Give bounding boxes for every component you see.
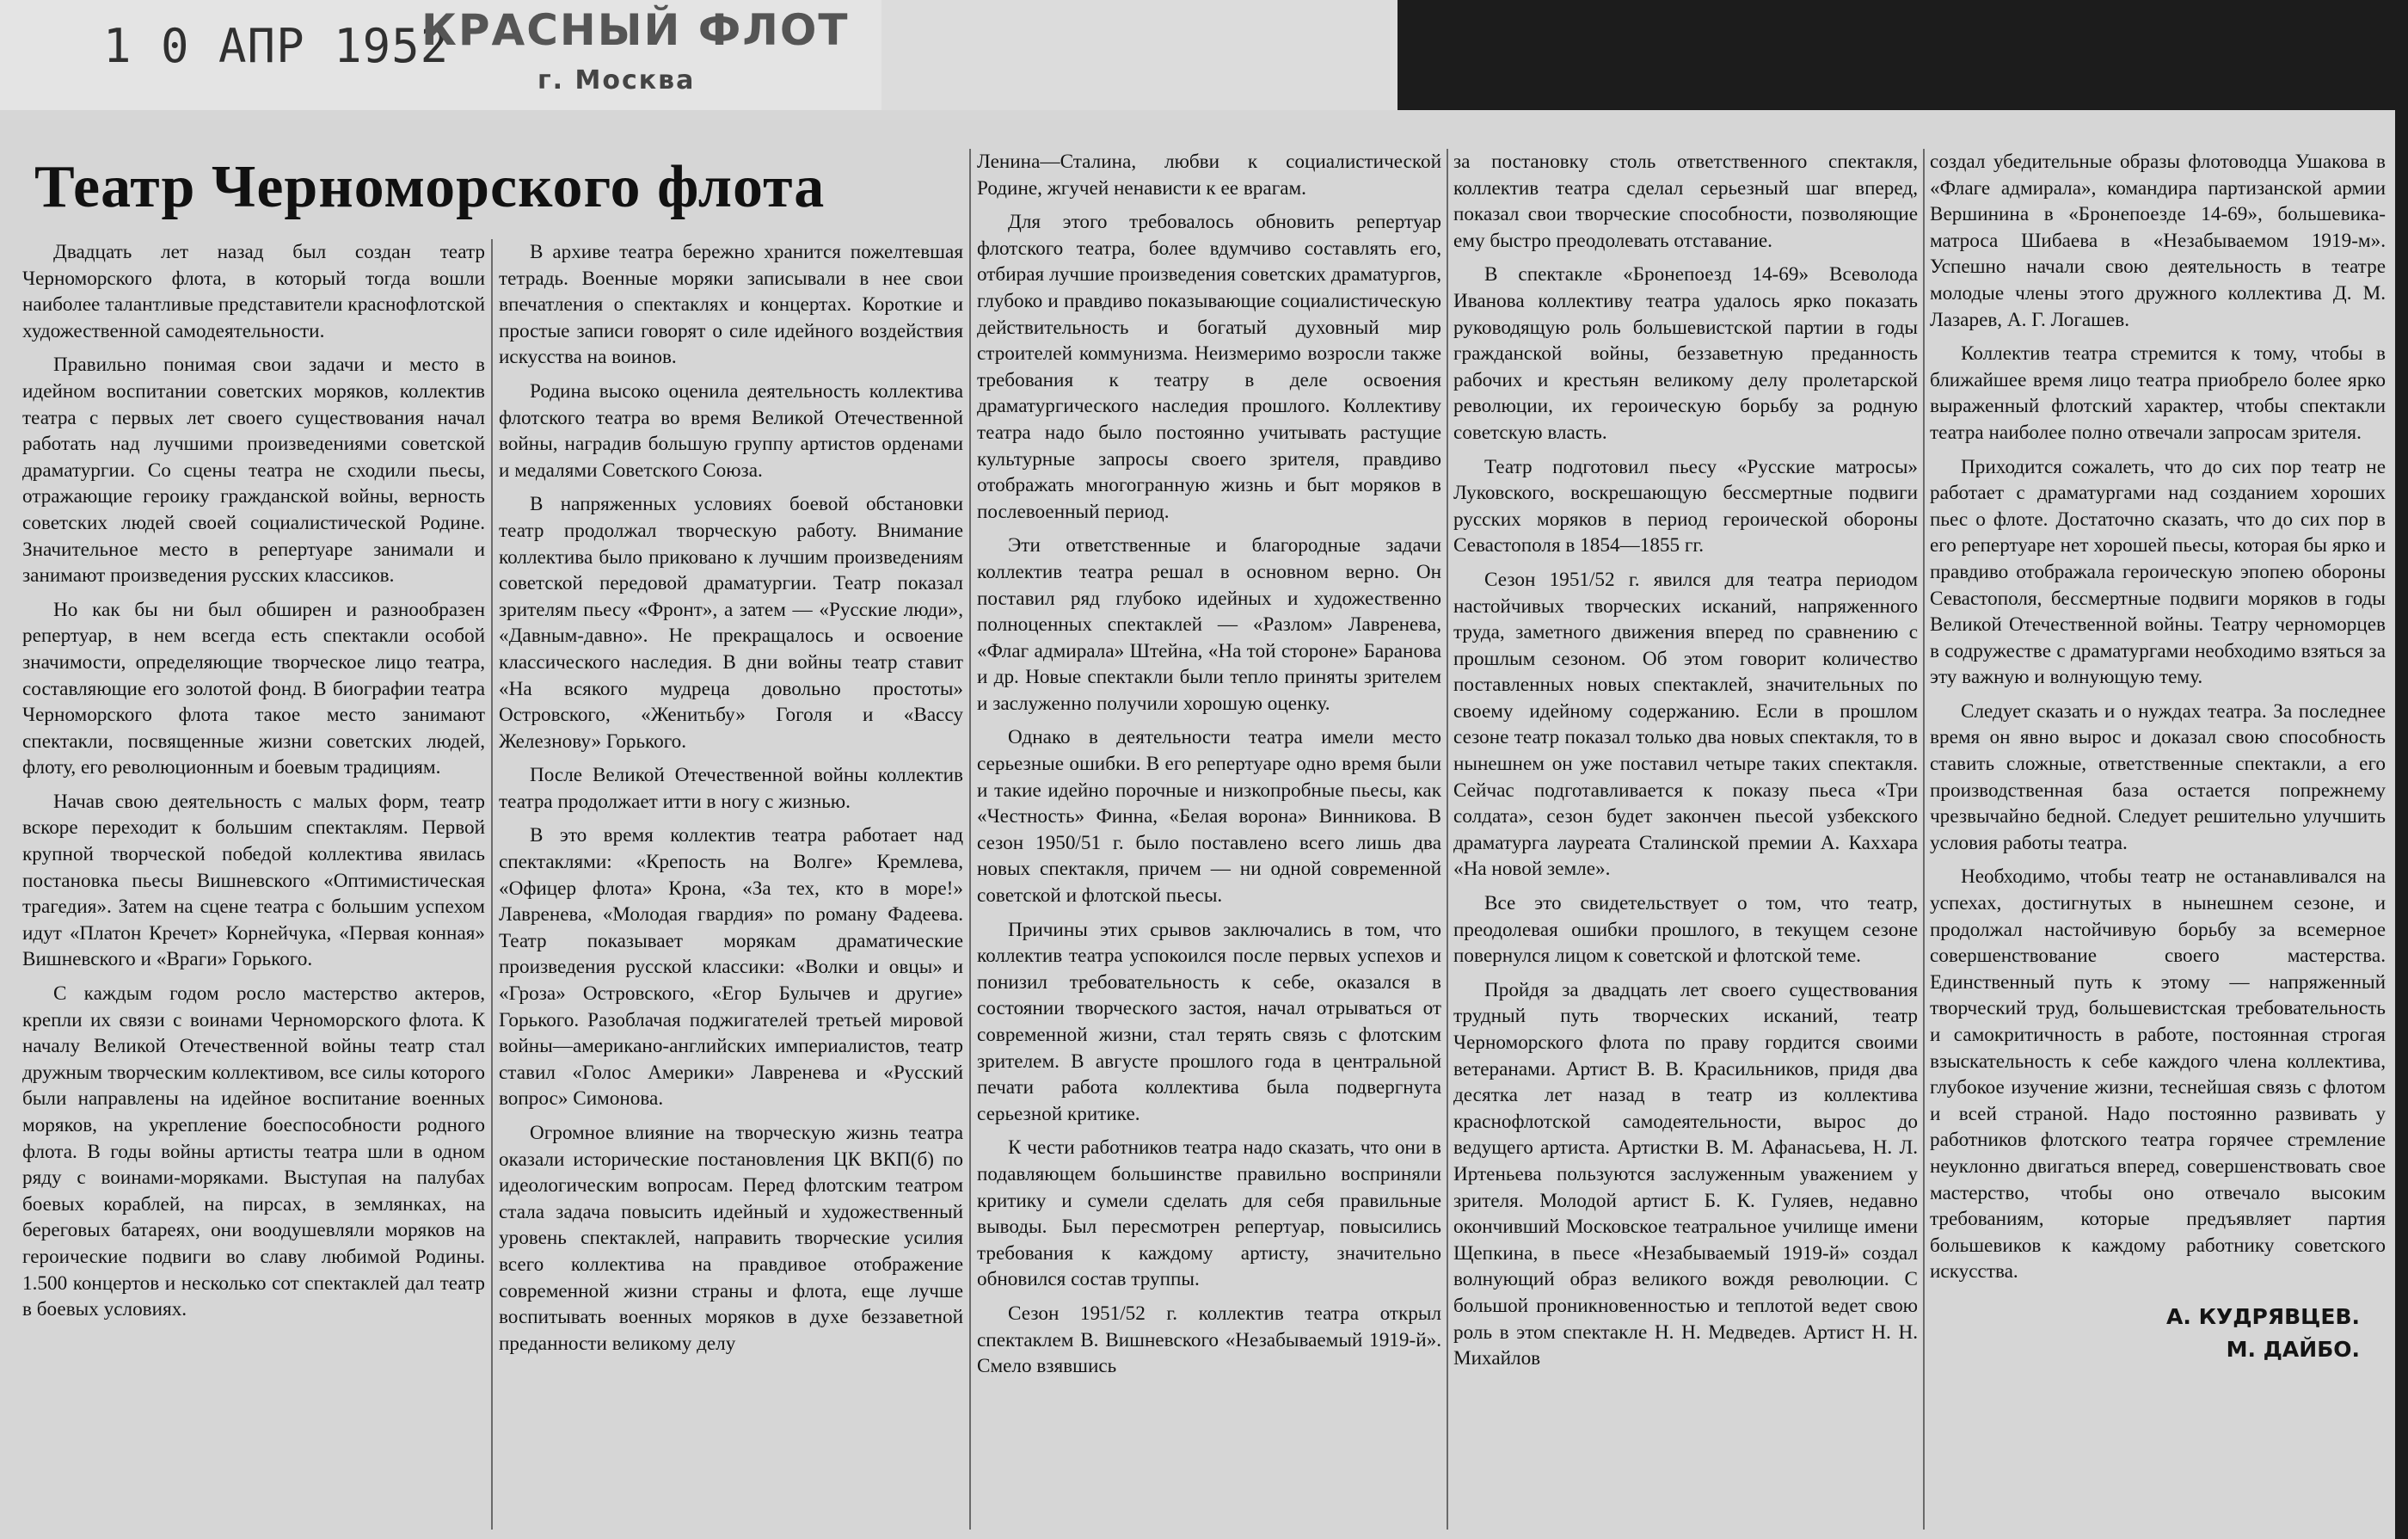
article-paragraph: После Великой Отечественной войны коллектив театра продолжает итти в ногу с жизнью. xyxy=(499,764,963,813)
article-paragraph: Приходится сожалеть, что до сих пор театр не работает с драматургами над созданием хороших пьес о флоте. Достаточно сказать, что до сих пор в его репертуаре нет хорошей пьесы, которая бы ярко и правдиво отображала героическую эпопею обороны Севастополя, бессмертные подвиги моряков в годы Великой Отечественной войны. Театру черноморцев в содружестве с драматургами необходимо взяться за эту важную и волнующую тему. xyxy=(1930,455,2386,689)
article-paragraph: Коллектив театра стремится к тому, чтобы в ближайшее время лицо театра приобрело более ярко выраженный флотский характер, чтобы спектакли театра наиболее полно отвечали запросам зрителя. xyxy=(1930,342,2386,444)
article-paragraph: Правильно понимая свои задачи и место в идейном воспитании советских моряков, коллектив театра с первых лет своего существования начал работать над лучшими произведениями советской драматургии. Со сцены театра не сходили пьесы, отражающие героику гражданской войны, верность советских людей своей социалистической Родине. Значительное место в репертуаре занимали и занимают произведения русских классиков. xyxy=(22,354,485,588)
article-paragraph: создал убедительные образы флотоводца Ушакова в «Флаге адмирала», командира партизанской армии Вершинина в «Бронепоезде 14-69», большевика-матроса Шибаева в «Незабываемом 1919-м». Успешно начали свою деятельность в театре молодые члены этого дружного коллектива Д. М. Лазарев, А. Г. Логашев. xyxy=(1930,151,2386,331)
article-paragraph: Начав свою деятельность с малых форм, театр вскоре переходит к большим спектаклям. Первой крупной творческой победой коллектива явилась постановка пьесы Вишневского «Оптимистическая трагедия». Затем на сцене театра с большим успехом идут «Платон Кречет» Корнейчука, «Первая конная» Вишневского и «Враги» Горького. xyxy=(22,790,485,971)
article-paragraph: Пройдя за двадцать лет своего существования трудный путь творческих исканий, театр Черноморского флота по праву гордится своими ветеранами. Артист В. В. Красильников, придя два десятка лет назад в театр из коллектива краснофлотской самодеятельности, вырос до ведущего артиста. Артистки В. М. Афанасьева, Н. Л. Иртеньева пользуются заслуженным уважением у зрителя. Молодой артист Б. К. Гуляев, недавно окончивший Московское театральное училище имени Щепкина, в пьесе «Незабываемый 1919-й» создал волнующий образ великого вождя революции. С большой проникновенностью и теплотой ведет свою роль в этом спектакле Н. Н. Медведев. Артист Н. Н. Михайлов xyxy=(1453,978,1918,1370)
article-paragraph: С каждым годом росло мастерство актеров, крепли их связи с воинами Черноморского флота. К началу Великой Отечественной войны театр стал дружным творческим коллективом, все силы которого были направлены на идейное воспитание военных моряков, на укрепление боеспособности родного флота. В годы войны артисты театра шли в одном ряду с воинами-моряками. Выступая на палубах боевых кораблей, на пирсах, в землянках, на береговых батареях, они воодушевляли моряков на героические подвиги во славу любимой Родины. 1.500 концертов и несколько сот спектаклей дал театр в боевых условиях. xyxy=(22,982,485,1321)
article-paragraph: Однако в деятельности театра имели место серьезные ошибки. В его репертуаре одно время были и такие идейно порочные и низкопробные пьесы, как «Честность» Финна, «Белая ворона» Винникова. В сезон 1950/51 г. было поставлено всего лишь два новых спектакля, причем — ни одной современной советской и флотской пьесы. xyxy=(977,726,1441,908)
article-paragraph: Необходимо, чтобы театр не останавливался на успехах, достигнутых в нынешнем сезоне, и продолжал настойчивую борьбу за всемерное совершенствование своего мастерства. Единственный путь к этому — напряженный творческий труд, большевистская требовательность и самокритичность в работе, постоянная строгая взыскательность к себе каждого члена коллектива, глубокое изучение жизни, теснейшая связь с флотом и всей страной. Надо постоянно развивать у работников флотского театра горячее стремление неуклонно двигаться вперед, совершенствовать свое мастерство, чтобы оно отвечало высоким требованиям, которые предъявляет партия большевиков к каждому работнику советского искусства. xyxy=(1930,865,2386,1284)
column-divider xyxy=(1923,149,1925,1530)
article-paragraph: Но как бы ни был обширен и разнообразен репертуар, в нем всегда есть спектакли особой значимости, определяющие творческое лицо театра, составляющие его золотой фонд. В биографии театра Черноморского флота такое место занимают спектакли, посвященные жизни советских людей, флоту, его революционным и боевым традициям. xyxy=(22,598,485,779)
author-name: М. ДАЙБО. xyxy=(2226,1336,2360,1362)
article-column-3 xyxy=(977,149,1441,1530)
article-paragraph: Театр подготовил пьесу «Русские матросы» Луковского, воскрешающую бессмертные подвиги русских моряков в период героической обороны Севастополя в 1854—1855 гг. xyxy=(1453,455,1918,557)
author-name: А. КУДРЯВЦЕВ. xyxy=(2166,1303,2360,1329)
article-paragraph: Эти ответственные и благородные задачи коллектив театра решал в основном верно. Он поставил ряд глубоко идейных и художественно полноценных спектаклей — «Разлом» Лавренева, «Флаг адмирала» Штейна, «На той стороне» Баранова и др. Новые спектакли были тепло приняты зрителем и заслуженно получили хорошую оценку. xyxy=(977,534,1441,715)
stamp-newspaper-name: КРАСНЫЙ ФЛОТ xyxy=(421,5,850,55)
article-column-1 xyxy=(22,239,485,1530)
article-authors xyxy=(1930,1301,2386,1366)
article-paragraph: В напряженных условиях боевой обстановки театр продолжал творческую работу. Внимание коллектива было приковано к лучшим произведениям советской передовой драматургии. Театр показал зрителям пьесу «Фронт», а затем — «Русские люди», «Давным-давно». Не прекращалось и освоение классического наследия. В дни войны театр ставит «На всякого мудреца довольно простоты» Островского, «Женитьбу» Гоголя и «Вассу Железнову» Горького. xyxy=(499,493,963,753)
article-column-2 xyxy=(499,239,963,1530)
article-paragraph: Родина высоко оценила деятельность коллектива флотского театра во время Великой Отечественной войны, наградив большую группу артистов орденами и медалями Советского Союза. xyxy=(499,379,963,482)
article-column-4 xyxy=(1453,149,1918,1530)
stamp-city: г. Москва xyxy=(538,65,696,95)
article-paragraph: В спектакле «Бронепоезд 14-69» Всеволода Иванова коллективу театра удалось ярко показать руководящую роль большевистской партии в годы гражданской войны, беззаветную преданность рабочих и крестьян великому делу пролетарской революции, их героическую борьбу за родную советскую власть. xyxy=(1453,263,1918,444)
backing-strip xyxy=(882,0,1398,127)
article-paragraph: Двадцать лет назад был создан театр Черноморского флота, в который тогда вошли наиболее талантливые представители краснофлотской художественной самодеятельности. xyxy=(22,241,485,342)
article-paragraph: Следует сказать и о нуждах театра. За последнее время он явно вырос и доказал свою способность ставить сложные, ответственные спектакли, а его производственная база остается попрежнему чрезвычайно бедной. Следует решительно улучшить условия работы театра. xyxy=(1930,699,2386,854)
newspaper-clipping xyxy=(0,110,2395,1539)
archive-stamp xyxy=(0,0,882,127)
article-paragraph: В это время коллектив театра работает над спектаклями: «Крепость на Волге» Кремлева, «Офицер флота» Крона, «За тех, кто в море!» Лавренева, «Молодая гвардия» по роману Фадеева. Театр показывает морякам драматические произведения русской классики: «Волки и овцы» и «Гроза» Островского, «Егор Булычев и другие» Горького. Разоблачая поджигателей третьей мировой войны—американо-английских империалистов, театр ставил «Голос Америки» Лавренева и «Русский вопрос» Симонова. xyxy=(499,824,963,1111)
column-divider xyxy=(1447,149,1448,1530)
stamp-date: 1 0 АПР 1952 xyxy=(103,19,450,73)
article-paragraph: В архиве театра бережно хранится пожелтевшая тетрадь. Военные моряки записывали в нее свои впечатления о спектаклях и концертах. Короткие и простые записи говорят о силе идейного воздействия искусства на воинов. xyxy=(499,241,963,369)
article-title: Театр Черноморского флота xyxy=(34,154,826,220)
article-paragraph: за постановку столь ответственного спектакля, коллектив театра сделал серьезный шаг вперед, показал свои творческие способности, позволяющие ему быстро преодолевать отставание. xyxy=(1453,151,1918,252)
article-column-5 xyxy=(1930,149,2386,1530)
article-paragraph: Ленина—Сталина, любви к социалистической Родине, жгучей ненависти к ее врагам. xyxy=(977,151,1441,200)
column-divider xyxy=(491,239,493,1530)
article-paragraph: Все это свидетельствует о том, что театр, преодолевая ошибки прошлого, в текущем сезоне повернулся лицом к советской и флотской теме. xyxy=(1453,892,1918,968)
article-paragraph: Сезон 1951/52 г. коллектив театра открыл спектаклем В. Вишневского «Незабываемый 1919-й». Смело взявшись xyxy=(977,1302,1441,1378)
article-paragraph: Для этого требовалось обновить репертуар флотского театра, более вдумчиво составлять его, отбирая лучшие произведения советских драматургов, глубоко и правдиво показывающие социалистическую действительность и богатый духовный мир строителей коммунизма. Неизмеримо возросли также требования к театру в деле освоения драматургического наследия прошлого. Коллективу театра надо было постоянно учитывать растущие культурные запросы своего зрителя, правдиво отображать многогранную жизнь и быт моряков в послевоенный период. xyxy=(977,211,1441,523)
column-divider xyxy=(969,149,971,1530)
article-paragraph: Причины этих срывов заключались в том, что коллектив театра успокоился после первых успехов и понизил требовательность к себе, оказался в состоянии творческого застоя, начал отрываться от современной жизни, стал терять связь с флотским зрителем. В августе прошлого года в центральной печати работа коллектива была подвергнута серьезной критике. xyxy=(977,918,1441,1125)
article-paragraph: Огромное влияние на творческую жизнь театра оказали исторические постановления ЦК ВКП(б) по идеологическим вопросам. Перед флотским театром стала задача повысить идейный и художественный уровень спектаклей, направить творческие усилия всего коллектива на правдивое отображение современной жизни страны и флота, еще лучше воспитывать военных моряков в духе беззаветной преданности великому делу xyxy=(499,1122,963,1355)
article-paragraph: К чести работников театра надо сказать, что они в подавляющем большинстве правильно восприняли критику и сумели сделать для себя правильные выводы. Был пересмотрен репертуар, повысились требования к каждому артисту, значительно обновился состав труппы. xyxy=(977,1136,1441,1291)
article-paragraph: Сезон 1951/52 г. явился для театра периодом настойчивых творческих исканий, напряженного труда, заметного движения вперед по сравнению с прошлым сезоном. Об этом говорит количество поставленных новых спектаклей, значительных по своему идейному содержанию. Если в прошлом сезоне театр показал только два новых спектакля, то в нынешнем он уже поставил четыре таких спектакля. Сейчас подготавливается к показу пьеса «Три солдата», сезон будет закончен пьесой узбекского драматурга лауреата Сталинской премии А. Каххара «На новой земле». xyxy=(1453,568,1918,881)
